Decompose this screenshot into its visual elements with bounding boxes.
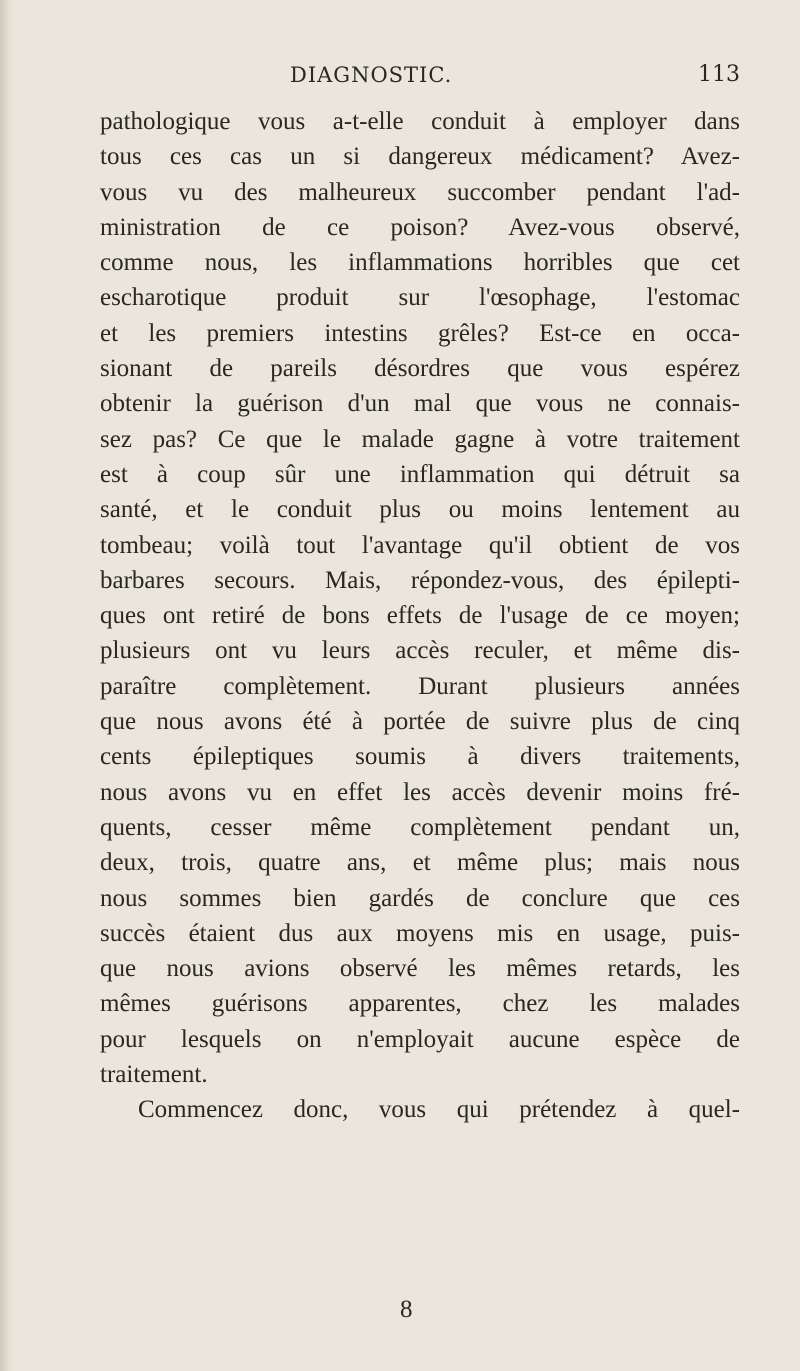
text-line: ques ont retiré de bons effets de l'usage de ce moyen; [100, 602, 740, 630]
text-line: escharotique produit sur l'œsophage, l'estomac [100, 284, 740, 312]
text-line: ministration de ce poison? Avez-vous observé, [100, 213, 740, 241]
text-line: tombeau; voilà tout l'avantage qu'il obtient de vos [100, 531, 740, 559]
text-line: pathologique vous a-t-elle conduit à employer dans [100, 108, 740, 135]
text-line: santé, et le conduit plus ou moins lentement au [100, 496, 740, 524]
text-line: plusieurs ont vu leurs accès reculer, et même dis- [100, 637, 740, 665]
running-head: DIAGNOSTIC. [290, 63, 453, 87]
text-line: et les premiers intestins grêles? Est-ce en occa- [100, 319, 740, 347]
page-number: 113 [698, 62, 740, 87]
text-line: que nous avions observé les mêmes retards, les [100, 955, 740, 983]
text-line: tous ces cas un si dangereux médicament? Avez- [100, 143, 740, 171]
text-line: pour lesquels on n'employait aucune espèce de [100, 1025, 740, 1053]
text-line: nous avons vu en effet les accès devenir moins fré- [100, 778, 740, 806]
text-line: barbares secours. Mais, répondez-vous, des épilepti- [100, 566, 740, 594]
text-line: obtenir la guérison d'un mal que vous ne connais- [100, 390, 740, 418]
text-line: quents, cesser même complètement pendant un, [100, 813, 740, 841]
page-header [100, 60, 740, 90]
text-line: traitement. [100, 1061, 208, 1089]
text-line: comme nous, les inflammations horribles que cet [100, 249, 740, 277]
text-line: cents épileptiques soumis à divers traitements, [100, 743, 740, 771]
text-line: vous vu des malheureux succomber pendant l'ad- [100, 178, 740, 206]
text-line: est à coup sûr une inflammation qui détruit sa [100, 460, 740, 488]
text-line: deux, trois, quatre ans, et même plus; mais nous [100, 849, 740, 877]
signature-mark: 8 [400, 1296, 413, 1323]
text-line: nous sommes bien gardés de conclure que ces [100, 884, 740, 912]
text-line: sez pas? Ce que le malade gagne à votre traitement [100, 425, 740, 453]
body-text [100, 104, 740, 1128]
text-line: sionant de pareils désordres que vous espérez [100, 355, 740, 383]
text-line: paraître complètement. Durant plusieurs années [100, 672, 740, 700]
text-line: que nous avons été à portée de suivre plus de cinq [100, 708, 740, 736]
text-line: Commencez donc, vous qui prétendez à quel- [138, 1096, 740, 1124]
text-line: succès étaient dus aux moyens mis en usage, puis- [100, 919, 740, 947]
text-line: mêmes guérisons apparentes, chez les malades [100, 990, 740, 1018]
page-edge-shadow [0, 0, 14, 1371]
